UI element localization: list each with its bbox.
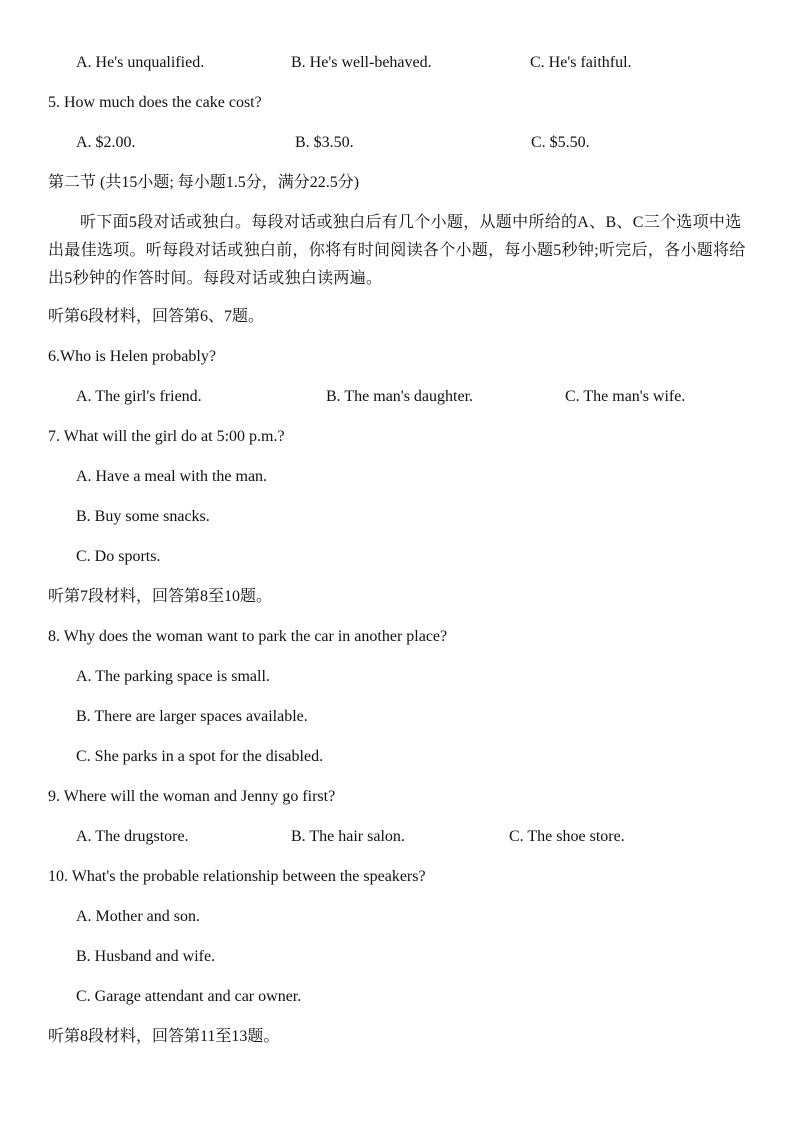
q4-option-a: A. He's unqualified. <box>76 54 205 71</box>
q5-option-c: C. $5.50. <box>531 134 590 151</box>
material-7-intro: 听第7段材料，回答第8至10题。 <box>48 588 273 605</box>
q7-option-a: A. Have a meal with the man. <box>76 468 268 485</box>
q10-option-a: A. Mother and son. <box>76 908 200 925</box>
q10-stem: 10. What's the probable relationship between the speakers? <box>48 868 426 885</box>
q10-option-c: C. Garage attendant and car owner. <box>76 988 302 1005</box>
q8-option-a: A. The parking space is small. <box>76 668 270 685</box>
material-8-intro: 听第8段材料，回答第11至13题。 <box>48 1028 280 1045</box>
q5-option-a: A. $2.00. <box>76 134 136 151</box>
q5-stem: 5. How much does the cake cost? <box>48 94 262 111</box>
q5-option-b: B. $3.50. <box>295 134 354 151</box>
q7-option-b: B. Buy some snacks. <box>76 508 210 525</box>
q8-stem: 8. Why does the woman want to park the car in another place? <box>48 628 448 645</box>
q6-option-b: B. The man's daughter. <box>326 388 474 405</box>
section-instructions: 听下面5段对话或独白。每段对话或独白后有几个小题，从题中所给的A、B、C三个选项中选出最佳选项。听每段对话或独白前，你将有时间阅读各个小题，每小题5秒钟;听完后，各小题将给出5秒钟的作答时间。每段对话或独白读两遍。 <box>48 214 746 287</box>
q9-option-a: A. The drugstore. <box>76 828 189 845</box>
q4-option-b: B. He's well-behaved. <box>291 54 432 71</box>
q6-option-c: C. The man's wife. <box>565 388 686 405</box>
section-heading: 第二节 (共15小题; 每小题1.5分，满分22.5分) <box>48 174 360 191</box>
q9-stem: 9. Where will the woman and Jenny go first? <box>48 788 336 805</box>
q6-stem: 6.Who is Helen probably? <box>48 348 216 365</box>
q6-option-a: A. The girl's friend. <box>76 388 202 405</box>
q7-option-c: C. Do sports. <box>76 548 161 565</box>
q4-option-c: C. He's faithful. <box>530 54 632 71</box>
q8-option-c: C. She parks in a spot for the disabled. <box>76 748 324 765</box>
q9-option-b: B. The hair salon. <box>291 828 405 845</box>
q8-option-b: B. There are larger spaces available. <box>76 708 308 725</box>
q9-option-c: C. The shoe store. <box>509 828 625 845</box>
q10-option-b: B. Husband and wife. <box>76 948 216 965</box>
material-6-intro: 听第6段材料，回答第6、7题。 <box>48 308 265 325</box>
q7-stem: 7. What will the girl do at 5:00 p.m.? <box>48 428 285 445</box>
